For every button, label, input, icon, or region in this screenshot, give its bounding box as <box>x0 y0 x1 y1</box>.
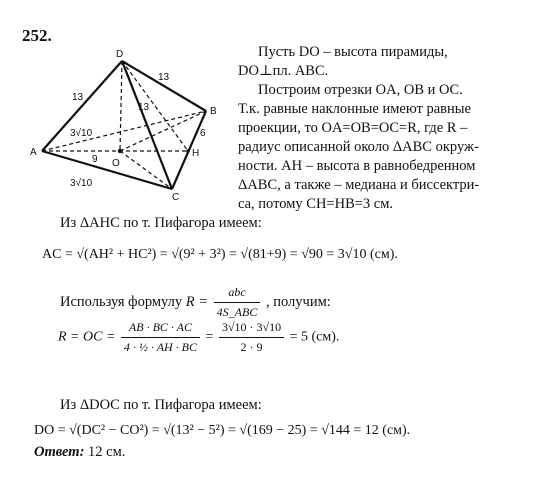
edge-label-DA: 13 <box>72 92 84 103</box>
eq-R-f2-num: 3√10 · 3√10 <box>219 318 284 338</box>
point-H <box>186 149 190 153</box>
line-6: радиус описанной около ΔABC окруж- <box>238 139 479 155</box>
line-1: Пусть DO – высота пирамиды, <box>258 44 448 60</box>
formula-R-fraction <box>214 283 261 322</box>
eq-R-fraction-1 <box>121 318 200 357</box>
eq-R-f2-den: 2 · 9 <box>240 340 263 354</box>
label-D: D <box>116 49 124 60</box>
answer-value: 12 см. <box>88 444 126 460</box>
edge-label-DC: 13 <box>138 102 150 113</box>
formula-tail: , получим: <box>265 293 331 310</box>
formula-intro: Используя формулу <box>60 293 183 310</box>
eq-R-right: = 5 (см). <box>289 329 340 345</box>
label-B: B <box>210 106 217 117</box>
eq-R-left: R = OC = <box>58 329 116 345</box>
line-11 <box>60 283 331 322</box>
point-O <box>118 149 122 153</box>
segment-OB <box>120 111 206 151</box>
line-7: ности. AH – высота в равнобедренном <box>238 158 476 174</box>
eq-R-f1-den: 4 · ½ · AH · BC <box>123 340 198 354</box>
edge-AB-hidden <box>42 111 206 151</box>
edge-label-AO: 3√10 <box>70 128 93 139</box>
line-4: Т.к. равные наклонные имеют равные <box>238 101 471 117</box>
label-A: A <box>30 147 37 158</box>
line-2: DO⊥пл. ABC. <box>238 63 329 79</box>
formula-R-denominator: 4S_ABC <box>216 305 258 319</box>
edge-label-BH: 6 <box>200 128 206 139</box>
label-H: H <box>192 148 200 159</box>
line-10: Из ΔAHC по т. Пифагора имеем: <box>60 215 262 231</box>
label-O: O <box>112 158 120 169</box>
eq-R-fraction-2 <box>219 318 284 357</box>
line-5: проекции, то OA=OB=OC=R, где R – <box>238 120 468 136</box>
line-3: Построим отрезки OA, OB и OC. <box>258 82 463 98</box>
problem-number: 252. <box>22 26 52 45</box>
formula-R-numerator: abc <box>214 283 261 303</box>
height-DO <box>120 61 122 151</box>
formula-R-label: R = <box>185 293 209 310</box>
edge-label-AH: 9 <box>92 154 98 165</box>
edge-DB <box>122 61 206 111</box>
edge-label-AC: 3√10 <box>70 178 93 189</box>
answer-line <box>34 443 125 462</box>
pyramid-figure <box>30 48 260 238</box>
equation-R <box>58 318 339 357</box>
answer-label: Ответ: <box>34 444 85 460</box>
eq-R-f1-num: AB · BC · AC <box>121 318 200 338</box>
line-8: ΔABC, а также – медиана и биссектри- <box>238 177 480 193</box>
edge-label-DB: 13 <box>158 72 170 83</box>
label-C: C <box>172 192 180 203</box>
line-12: Из ΔDOC по т. Пифагора имеем: <box>60 397 262 413</box>
equation-DO: DO = √(DC² − CO²) = √(13² − 5²) = √(169 − 25) = √144 = 12 (см). <box>34 423 411 438</box>
eq-R-equals: = <box>205 329 214 345</box>
line-9: са, потому CH=HB=3 см. <box>238 196 394 212</box>
edge-AC <box>42 151 172 189</box>
equation-AC: AC = √(AH² + HC²) = √(9² + 3²) = √(81+9) = √90 = 3√10 (см). <box>42 247 398 262</box>
segment-DH <box>122 61 188 151</box>
